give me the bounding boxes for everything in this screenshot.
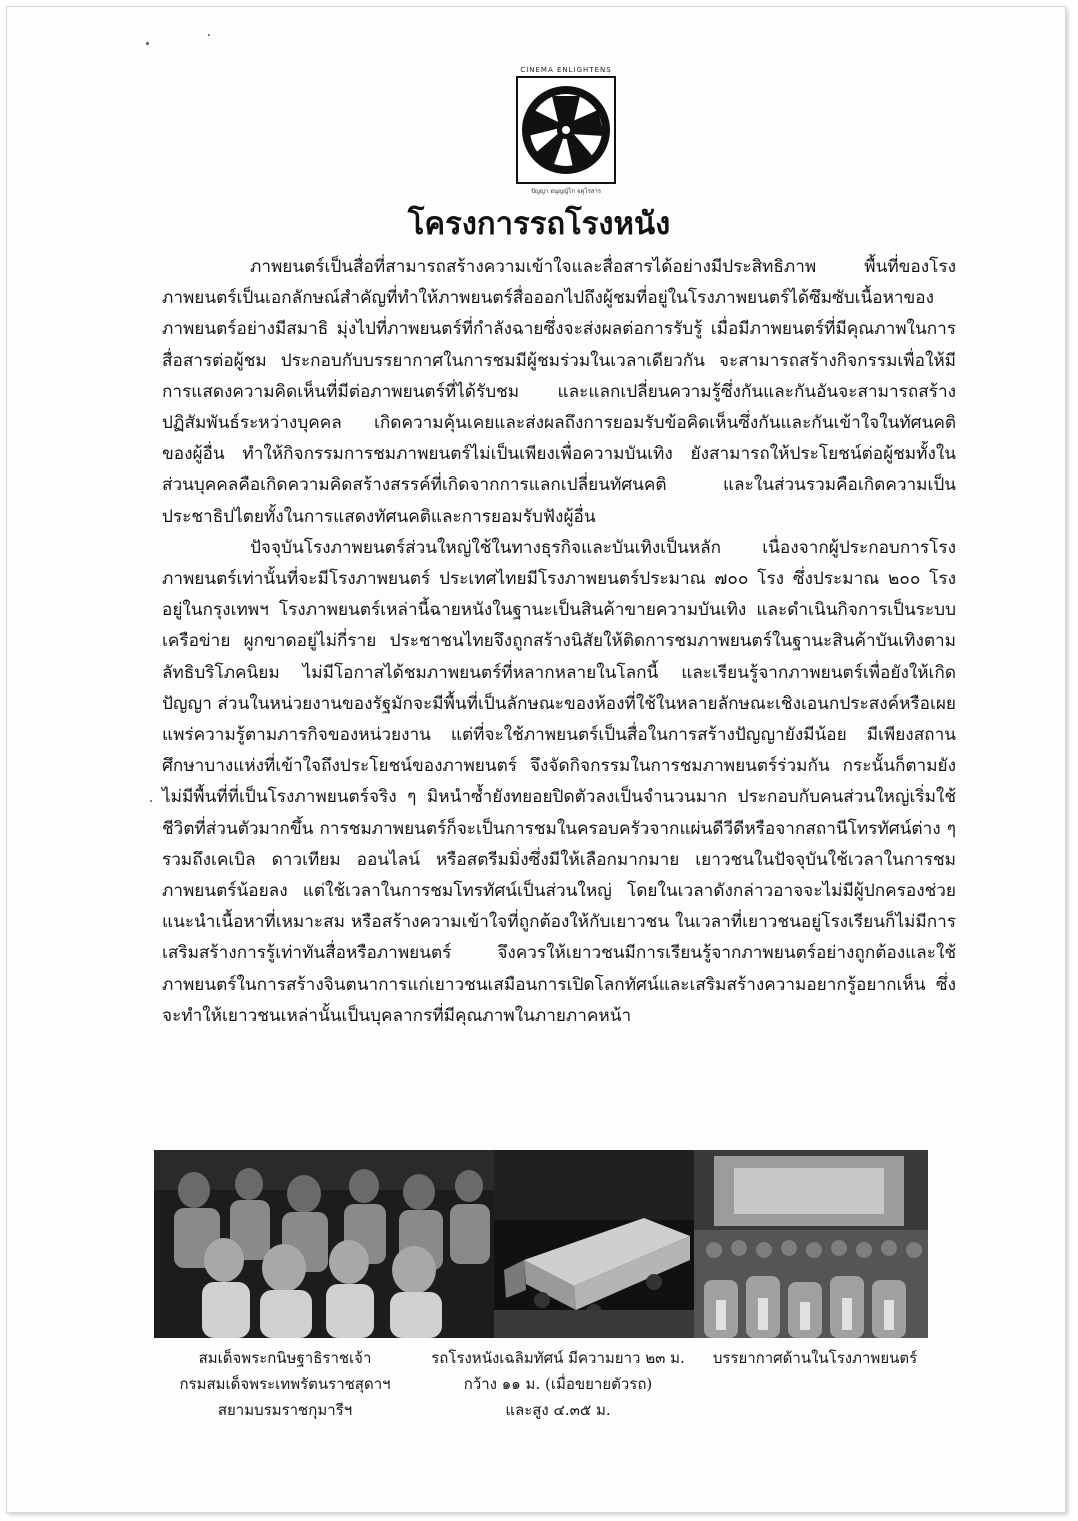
scan-speck — [150, 800, 152, 802]
caption-middle-line: กว้าง ๑๑ ม. (เมื่อขยายตัวรถ) — [463, 1375, 653, 1393]
caption-left-line: สยามบรมราชกุมารีฯ — [217, 1401, 353, 1419]
logo-bottom-text: ปัญญา อนุญญ์โก จตุโรสาร — [530, 188, 602, 195]
caption-right-line: บรรยากาศด้านในโรงภาพยนตร์ — [712, 1349, 918, 1367]
scan-speck — [208, 34, 210, 36]
paragraph-2: ปัจจุบันโรงภาพยนตร์ส่วนใหญ่ใช้ในทางธุรกิจและบันเทิงเป็นหลัก เนื่องจากผู้ประกอบการโรงภาพยนตร์เท่านั้นที่จะมีโรงภาพยนตร์ ประเทศไทยมีโรงภาพยนตร์ประมาณ ๗๐๐ โรง ซึ่งประมาณ ๒๐๐ โรงอยู่ในกรุงเทพฯ โรงภาพยนตร์เหล่านี้ฉายหนังในฐานะเป็นสินค้าขายความบันเทิง และดำเนินกิจการเป็นระบบเครือข่าย ผูกขาดอยู่ไม่กี่ราย ประชาชนไทยจึงถูกสร้างนิสัยให้ติดการชมภาพยนตร์ในฐานะสินค้าบันเทิงตามลัทธิบริโภคนิยม ไม่มีโอกาสได้ชมภาพยนตร์ที่หลากหลายในโลกนี้ และเรียนรู้จากภาพยนตร์เพื่อยังให้เกิดปัญญา ส่วนในหน่วยงานของรัฐมักจะมีพื้นที่เป็นลักษณะของห้องที่ใช้ในหลายลักษณะเชิงเอนกประสงค์หรือเผยแพร่ความรู้ตามภารกิจของหน่วยงาน แต่ที่จะใช้ภาพยนตร์เป็นสื่อในการสร้างปัญญายังมีน้อย มีเพียงสถานศึกษาบางแห่งที่เข้าใจถึงประโยชน์ของภาพยนตร์ จึงจัดกิจกรรมในการชมภาพยนตร์ร่วมกัน กระนั้นก็ตามยังไม่มีพื้นที่ที่เป็นโรงภาพยนตร์จริง ๆ มิหนำซ้ำยังทยอยปิดตัวลงเป็นจำนวนมาก ประกอบกับคนส่วนใหญ่เริ่มใช้ชีวิตที่ส่วนตัวมากขึ้น การชมภาพยนตร์ก็จะเป็นการชมในครอบครัวจากแผ่นดีวีดีหรือจากสถานีโทรทัศน์ต่าง ๆ รวมถึงเคเบิล ดาวเทียม ออนไลน์ หรือสตรีมมิ่งซึ่งมีให้เลือกมากมาย เยาวชนในปัจจุบันใช้เวลาในการชมภาพยนตร์น้อยลง แต่ใช้เวลาในการชมโทรทัศน์เป็นส่วนใหญ่ โดยในเวลาดังกล่าวอาจจะไม่มีผู้ปกครองช่วยแนะนำเนื้อหาที่เหมาะสม หรือสร้างความเข้าใจที่ถูกต้องให้กับเยาวชน ในเวลาที่เยาวชนอยู่โรงเรียนก็ไม่มีการเสริมสร้างการรู้เท่าทันสื่อหรือภาพยนตร์ จึงควรให้เยาวชนมีการเรียนรู้จากภาพยนตร์อย่างถูกต้องและใช้ภาพยนตร์ในการสร้างจินตนาการแก่เยาวชนเสมือนการเปิดโลกทัศน์และเสริมสร้างความอยากรู้อยากเห็น ซึ่งจะทำให้เยาวชนเหล่านั้นเป็นบุคลากรที่มีคุณภาพในภายภาคหน้า — [162, 537, 956, 1026]
photo-theater-interior — [694, 1150, 928, 1338]
scan-speck — [146, 42, 149, 45]
film-reel-icon — [516, 76, 616, 184]
caption-middle — [418, 1345, 698, 1423]
photo-strip — [154, 1150, 928, 1338]
photo-cinema-truck — [494, 1150, 694, 1338]
caption-right — [700, 1345, 930, 1371]
caption-middle-line: และสูง ๔.๓๕ ม. — [505, 1401, 611, 1419]
photo-princess-audience — [154, 1150, 494, 1338]
page-title: โครงการรถโรงหนัง — [407, 206, 671, 242]
logo-top-text: CINEMA ENLIGHTENS — [520, 66, 612, 74]
paragraph-1: ภาพยนตร์เป็นสื่อที่สามารถสร้างความเข้าใจและสื่อสารได้อย่างมีประสิทธิภาพ พื้นที่ของโรงภาพยนตร์เป็นเอกลักษณ์สำคัญที่ทำให้ภาพยนตร์สื่อออกไปถึงผู้ชมที่อยู่ในโรงภาพยนตร์ได้ซึมซับเนื้อหาของภาพยนตร์อย่างมีสมาธิ มุ่งไปที่ภาพยนตร์ที่กำลังฉายซึ่งจะส่งผลต่อการรับรู้ เมื่อมีภาพยนตร์ที่มีคุณภาพในการสื่อสารต่อผู้ชม ประกอบกับบรรยากาศในการชมมีผู้ชมร่วมในเวลาเดียวกัน จะสามารถสร้างกิจกรรมเพื่อให้มีการแสดงความคิดเห็นที่มีต่อภาพยนตร์ที่ได้รับชม และแลกเปลี่ยนความรู้ซึ่งกันและกันอันจะสามารถสร้างปฏิสัมพันธ์ระหว่างบุคคล เกิดความคุ้นเคยและส่งผลถึงการยอมรับข้อคิดเห็นซึ่งกันและกันเข้าใจในทัศนคติของผู้อื่น ทำให้กิจกรรมการชมภาพยนตร์ไม่เป็นเพียงเพื่อความบันเทิง ยังสามารถให้ประโยชน์ต่อผู้ชมทั้งในส่วนบุคคลคือเกิดความคิดสร้างสรรค์ที่เกิดจากการแลกเปลี่ยนทัศนคติ และในส่วนรวมคือเกิดความเป็นประชาธิปไตยทั้งในการแสดงทัศนคติและการยอมรับฟังผู้อื่น — [162, 257, 956, 527]
caption-left — [160, 1345, 410, 1423]
cinema-enlightens-logo — [510, 66, 622, 200]
caption-left-line: สมเด็จพระกนิษฐาธิราชเจ้า — [198, 1349, 372, 1367]
body-text — [162, 252, 956, 1032]
caption-middle-line: รถโรงหนังเฉลิมทัศน์ มีความยาว ๒๓ ม. — [431, 1349, 685, 1367]
caption-left-line: กรมสมเด็จพระเทพรัตนราชสุดาฯ — [179, 1375, 391, 1393]
